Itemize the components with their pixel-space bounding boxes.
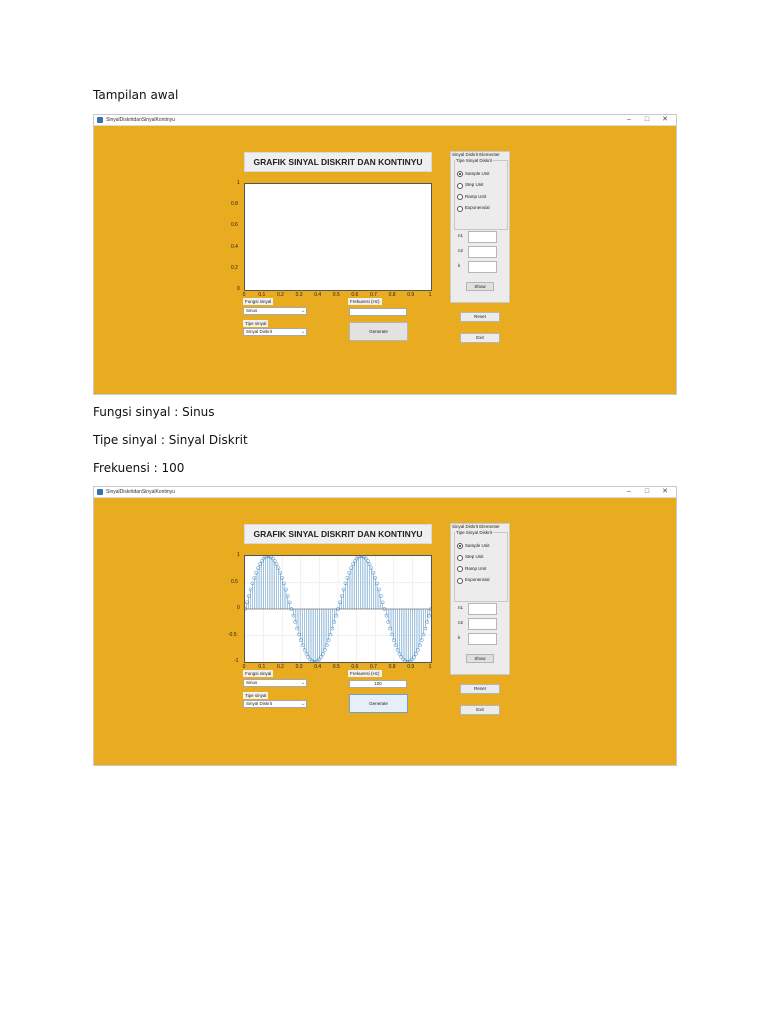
sinyal-diskrit-elementer-panel (450, 523, 510, 675)
radio-exponensial[interactable] (457, 578, 463, 584)
tipe-sinyal-value: Sinyal Diskrit (246, 701, 273, 706)
radio-label: Sample Unit (465, 542, 490, 548)
y-tick-label: 1 (237, 180, 240, 186)
radio-label: Ramp Unit (465, 193, 487, 199)
tipe-sinyal-label: Tipe sinyal (245, 693, 267, 698)
close-button[interactable]: ✕ (662, 488, 668, 495)
x-tick-label: 0.3 (295, 292, 303, 298)
maximize-button[interactable]: □ (644, 488, 650, 495)
x-tick-label: 0.9 (407, 292, 415, 298)
x-tick-label: 1 (428, 292, 432, 298)
radio-ramp-unit[interactable] (457, 194, 463, 200)
radio-label: Step Unit (465, 182, 484, 187)
y-tick-label: 0 (237, 605, 240, 611)
minimize-button[interactable]: – (627, 488, 631, 495)
n2-input[interactable] (468, 618, 497, 630)
chevron-down-icon: ⌄ (300, 680, 305, 686)
x-tick-label: 0.7 (370, 664, 377, 670)
n1-input[interactable] (468, 603, 497, 615)
x-tick-label: 0.8 (388, 292, 396, 298)
k-input[interactable] (468, 261, 497, 273)
radio-label: Step Unit (465, 554, 484, 559)
reset-button[interactable]: Reset (460, 312, 500, 322)
radio-label: Sample Unit (465, 170, 490, 176)
plot-canvas (245, 184, 431, 290)
x-tick-label: 0.3 (295, 664, 303, 670)
app-window-initial (93, 114, 677, 395)
reset-button[interactable]: Reset (460, 684, 500, 694)
param-label-n1: n1 (458, 233, 464, 238)
fungsi-sinyal-label: Fungsi sinyal (245, 299, 272, 304)
param-label-n2: n2 (458, 248, 464, 253)
radio-step-unit[interactable] (457, 183, 463, 189)
radio-step-unit[interactable] (457, 555, 463, 561)
frekuensi-input[interactable]: 100 (349, 680, 407, 688)
app-icon (97, 117, 103, 123)
param-label-n1: n1 (458, 605, 464, 610)
radio-sample-unit[interactable] (457, 543, 463, 549)
n2-input[interactable] (468, 246, 497, 258)
param-label-k: k (458, 263, 461, 268)
tipe-sinyal-dropdown[interactable] (243, 700, 307, 708)
show-button[interactable]: Show (466, 654, 494, 663)
x-tick-label: 0.1 (258, 664, 266, 670)
chevron-down-icon: ⌄ (300, 308, 305, 314)
y-tick-label: 0.2 (231, 264, 238, 271)
fungsi-sinyal-value: Sinus (246, 308, 258, 313)
frekuensi-label: Frekuensi (Hz) (350, 671, 380, 676)
radio-exponensial[interactable] (457, 206, 463, 212)
y-tick-label: 0 (237, 286, 240, 292)
window-title: SinyalDiskritdanSinyalKontinyu (106, 489, 175, 495)
x-tick-label: 0.4 (314, 292, 322, 298)
chevron-down-icon: ⌄ (300, 329, 305, 335)
plot-title-box (244, 152, 432, 172)
x-tick-label: 0 (242, 292, 246, 298)
window-titlebar (94, 115, 676, 126)
x-tick-label: 0.7 (370, 292, 377, 298)
radio-sample-unit[interactable] (457, 171, 463, 177)
fungsi-sinyal-dropdown[interactable] (243, 307, 307, 315)
radio-label: Exponensial (465, 205, 490, 210)
fungsi-sinyal-dropdown[interactable] (243, 679, 307, 687)
x-tick-label: 0.5 (332, 664, 340, 670)
exit-button[interactable]: Exit (460, 333, 500, 343)
x-tick-label: 0.8 (388, 664, 396, 670)
app-window-result (93, 486, 677, 766)
generate-button[interactable]: Generate (349, 322, 408, 341)
app-icon (97, 489, 103, 495)
y-tick-label: 1 (237, 552, 240, 558)
y-tick-label: -1 (234, 658, 239, 664)
x-tick-label: 0 (242, 664, 246, 670)
y-tick-label: -0.5 (228, 631, 237, 638)
x-tick-label: 0.1 (258, 292, 266, 298)
panel-title: Sinyal Diskrit Elementer (452, 524, 500, 529)
doc-line-fungsi: Fungsi sinyal : Sinus (93, 405, 215, 419)
plot-title: GRAFIK SINYAL DISKRIT DAN KONTINYU (253, 529, 423, 539)
x-tick-label: 0.9 (407, 664, 415, 670)
x-tick-label: 1 (428, 664, 432, 670)
param-label-k: k (458, 635, 461, 640)
chevron-down-icon: ⌄ (300, 701, 305, 707)
doc-heading: Tampilan awal (93, 88, 179, 102)
fungsi-sinyal-value: Sinus (246, 680, 258, 685)
n1-input[interactable] (468, 231, 497, 243)
x-tick-label: 0.2 (277, 292, 284, 298)
radio-ramp-unit[interactable] (457, 566, 463, 572)
x-tick-label: 0.2 (277, 664, 284, 670)
x-tick-label: 0.6 (351, 664, 359, 670)
maximize-button[interactable]: □ (644, 116, 650, 123)
tipe-sinyal-dropdown[interactable] (243, 328, 307, 336)
exit-button[interactable]: Exit (460, 705, 500, 715)
y-tick-label: 0.4 (231, 243, 238, 250)
y-tick-label: 0.6 (231, 222, 238, 229)
x-tick-label: 0.5 (332, 292, 340, 298)
plot-title-box (244, 524, 432, 544)
panel-title: Sinyal Diskrit Elementer (452, 152, 500, 157)
radio-label: Ramp Unit (465, 565, 487, 571)
plot-axes[interactable] (244, 183, 432, 291)
window-titlebar (94, 487, 676, 498)
doc-line-tipe: Tipe sinyal : Sinyal Diskrit (93, 433, 248, 447)
generate-button[interactable]: Generate (349, 694, 408, 713)
fungsi-sinyal-label: Fungsi sinyal (245, 671, 272, 676)
y-tick-label: 0.5 (231, 578, 238, 585)
minimize-button[interactable]: – (627, 116, 631, 123)
group-title: Tipe Sinyal Diskrit (456, 530, 492, 535)
x-tick-label: 0.6 (351, 292, 359, 298)
sinyal-diskrit-elementer-panel (450, 151, 510, 303)
frekuensi-label: Frekuensi (Hz) (350, 299, 380, 304)
doc-line-frekuensi: Frekuensi : 100 (93, 461, 185, 475)
x-tick-label: 0.4 (314, 664, 322, 670)
k-input[interactable] (468, 633, 497, 645)
tipe-sinyal-value: Sinyal Diskrit (246, 329, 273, 334)
window-title: SinyalDiskritdanSinyalKontinyu (106, 117, 175, 123)
param-label-n2: n2 (458, 620, 464, 625)
plot-canvas (245, 556, 431, 662)
plot-title: GRAFIK SINYAL DISKRIT DAN KONTINYU (253, 157, 423, 167)
y-tick-label: 0.8 (231, 201, 238, 208)
frekuensi-input[interactable] (349, 308, 407, 316)
close-button[interactable]: ✕ (662, 116, 668, 123)
show-button[interactable]: Show (466, 282, 494, 291)
radio-label: Exponensial (465, 577, 490, 582)
plot-axes[interactable] (244, 555, 432, 663)
tipe-sinyal-label: Tipe sinyal (245, 321, 267, 326)
group-title: Tipe Sinyal Diskrit (456, 158, 492, 163)
